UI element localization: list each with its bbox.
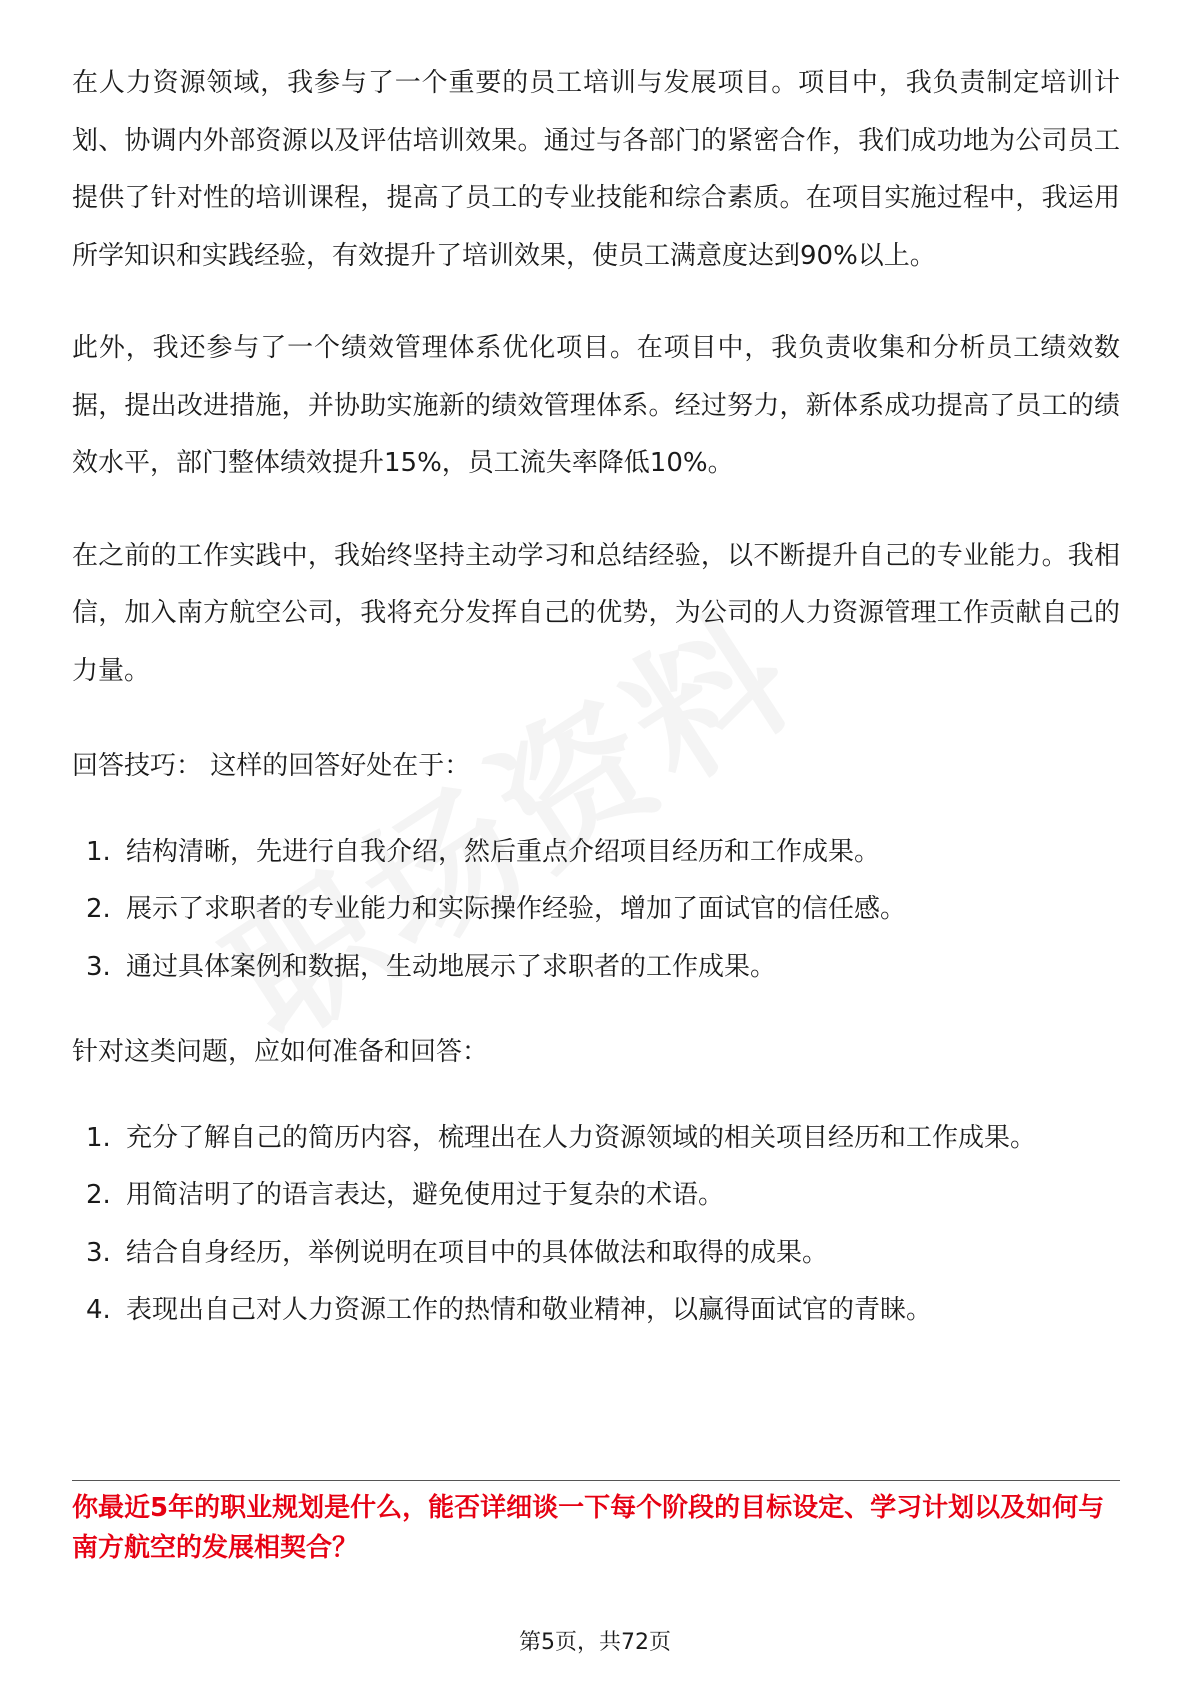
list-number: 3. — [86, 1237, 111, 1268]
list-text: 结合自身经历，举例说明在项目中的具体做法和取得的成果。 — [126, 1237, 829, 1268]
tips-label: 回答技巧： 这样的回答好处在于： — [72, 751, 471, 781]
list-text: 充分了解自己的简历内容，梳理出在人力资源领域的相关项目经历和工作成果。 — [126, 1122, 1037, 1153]
list-item — [72, 939, 1120, 997]
page-content — [72, 55, 1120, 1368]
list-number: 1. — [86, 1122, 111, 1153]
list-item — [72, 1282, 1120, 1340]
list-item — [72, 881, 1120, 939]
list-text: 用简洁明了的语言表达，避免使用过于复杂的术语。 — [126, 1180, 725, 1210]
page-number-footer: 第5页，共72页 — [519, 1630, 671, 1655]
list-number: 2. — [86, 894, 111, 924]
list-text: 表现出自己对人力资源工作的热情和敬业精神，以赢得面试官的青睐。 — [126, 1295, 933, 1325]
list-number: 4. — [86, 1295, 111, 1325]
list-number: 1. — [86, 836, 111, 867]
prep-label: 针对这类问题，应如何准备和回答： — [72, 1037, 489, 1067]
prep-list — [72, 1110, 1120, 1340]
list-text: 结构清晰，先进行自我介绍，然后重点介绍项目经历和工作成果。 — [126, 836, 881, 867]
list-item — [72, 1225, 1120, 1283]
paragraph-training-project: 在人力资源领域，我参与了一个重要的员工培训与发展项目。项目中，我负责制定培训计划、协调内外部资源以及评估培训效果。通过与各部门的紧密合作，我们成功地为公司员工提供了针对性的培训课程，提高了员工的专业技能和综合素质。在项目实施过程中，我运用所学知识和实践经验，有效提升了培训效果，使员工满意度达到90%以上。 — [72, 68, 1120, 271]
tips-list — [72, 824, 1120, 997]
list-number: 3. — [86, 951, 111, 982]
list-number: 2. — [86, 1180, 111, 1210]
paragraph-conclusion: 在之前的工作实践中，我始终坚持主动学习和总结经验，以不断提升自己的专业能力。我相信，加入南方航空公司，我将充分发挥自己的优势，为公司的人力资源管理工作贡献自己的力量。 — [72, 540, 1120, 686]
section-divider — [72, 1480, 1120, 1481]
next-question-heading: 你最近5年的职业规划是什么，能否详细谈一下每个阶段的目标设定、学习计划以及如何与南方航空的发展相契合？ — [72, 1493, 1105, 1563]
paragraph-performance-project: 此外，我还参与了一个绩效管理体系优化项目。在项目中，我负责收集和分析员工绩效数据，提出改进措施，并协助实施新的绩效管理体系。经过努力，新体系成功提高了员工的绩效水平，部门整体绩效提升15%，员工流失率降低10%。 — [72, 333, 1120, 478]
list-text: 通过具体案例和数据，生动地展示了求职者的工作成果。 — [126, 951, 777, 982]
list-item — [72, 1167, 1120, 1225]
list-item — [72, 824, 1120, 882]
list-item — [72, 1110, 1120, 1168]
list-text: 展示了求职者的专业能力和实际操作经验，增加了面试官的信任感。 — [126, 894, 907, 924]
